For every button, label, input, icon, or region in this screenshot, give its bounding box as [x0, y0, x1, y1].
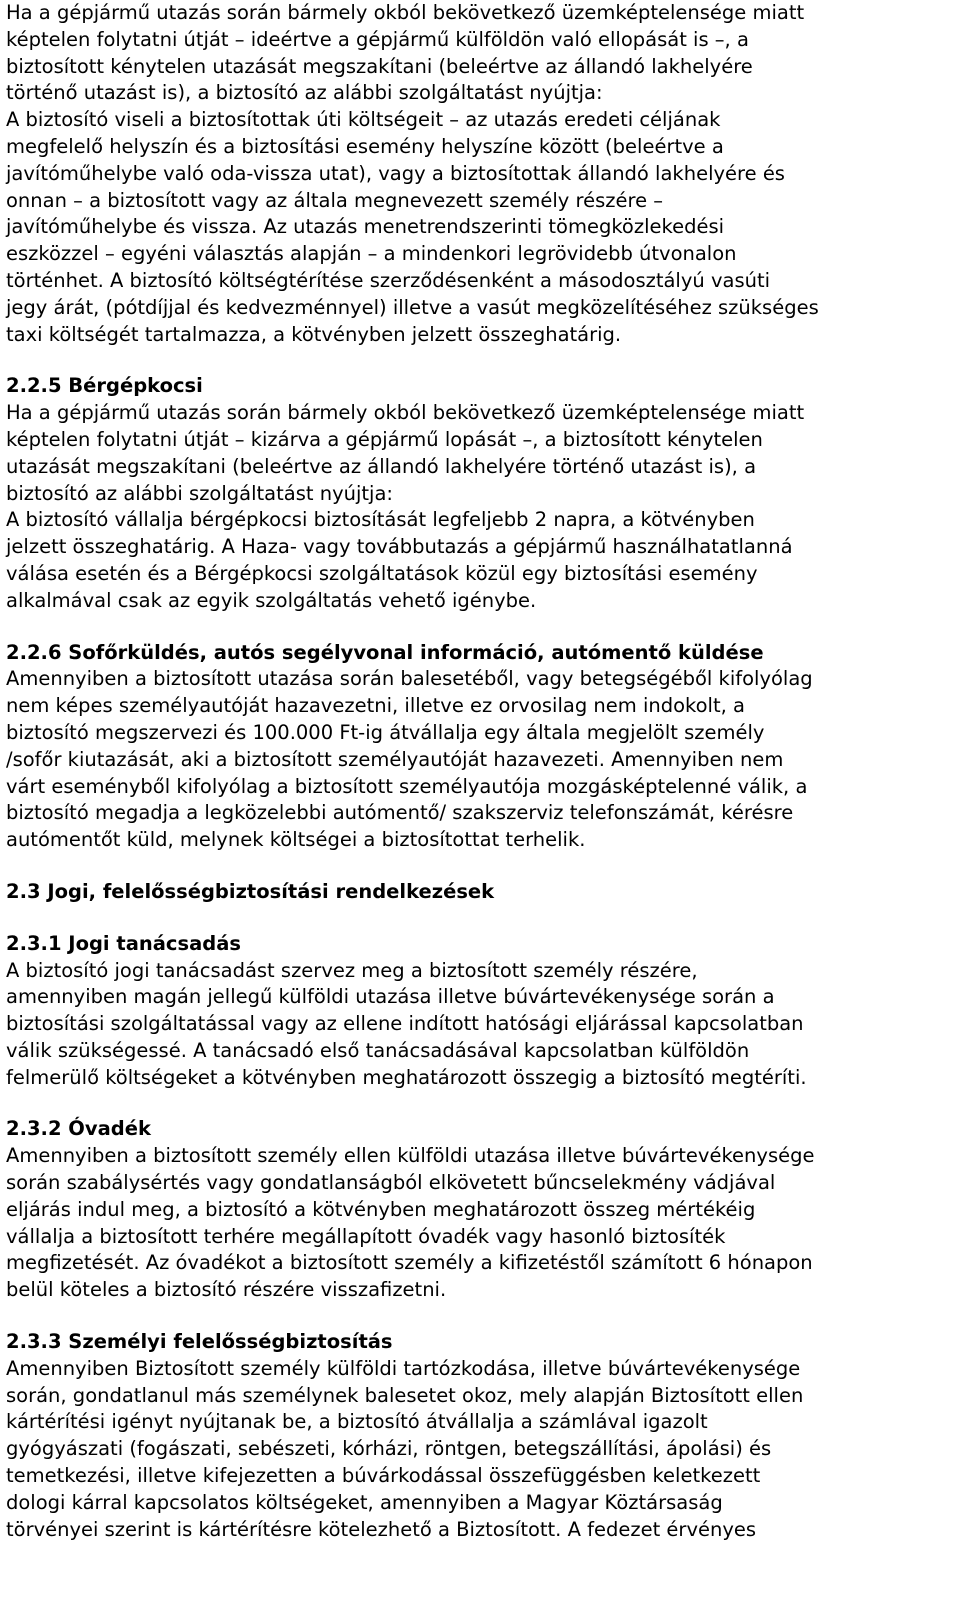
section-heading: 2.3.1 Jogi tanácsadás [6, 931, 241, 955]
text-line: során szabálysértés vagy gondatlanságból elkövetett bűncselekmény vádjával [6, 1171, 776, 1195]
text-line: biztosító az alábbi szolgáltatást nyújtja: [6, 481, 393, 505]
text-line: jegy árát, (pótdíjjal és kedvezménnyel) illetve a vasút megközelítéséhez szükséges [6, 295, 819, 319]
section-2-3-2 [6, 1116, 952, 1304]
spacer [6, 348, 952, 373]
section-2-2-6 [6, 640, 952, 854]
text-line: biztosított kénytelen utazását megszakítani (beleértve az állandó lakhelyére [6, 54, 753, 78]
text-line: történhet. A biztosító költségtérítése szerződésenként a másodosztályú vasúti [6, 268, 771, 292]
section-heading: 2.3.2 Óvadék [6, 1117, 151, 1141]
text-line: taxi költségét tartalmazza, a kötvényben jelzett összeghatárig. [6, 322, 622, 346]
text-line: Ha a gépjármű utazás során bármely okból bekövetkező üzemképtelensége miatt [6, 1, 805, 24]
text-line: válik szükségessé. A tanácsadó első tanácsadásával kapcsolatban külföldön [6, 1038, 750, 1062]
text-line: nem képes személyautóját hazavezetni, illetve ez orvosilag nem indokolt, a [6, 694, 745, 718]
text-line: kártérítési igényt nyújtanak be, a biztosító átvállalja a számlával igazolt [6, 1410, 708, 1434]
section-heading: 2.3 Jogi, felelősségbiztosítási rendelkezések [6, 879, 495, 903]
text-line: /sofőr kiutazását, aki a biztosított személyautóját hazavezeti. Amennyiben nem [6, 747, 784, 771]
text-line: javítóműhelybe való oda-vissza utat), vagy a biztosítottak állandó lakhelyére és [6, 161, 785, 185]
text-line: válása esetén és a Bérgépkocsi szolgáltatások közül egy biztosítási esemény [6, 561, 758, 585]
section-heading: 2.2.5 Bérgépkocsi [6, 374, 203, 398]
text-line: A biztosító vállalja bérgépkocsi biztosítását legfeljebb 2 napra, a kötvényben [6, 508, 755, 532]
text-line: onnan – a biztosított vagy az általa megnevezett személy részére – [6, 188, 664, 212]
spacer [6, 854, 952, 879]
text-line: biztosítási szolgáltatással vagy az ellene indított hatósági eljárással kapcsolatban [6, 1012, 804, 1036]
section-2-3-3 [6, 1329, 952, 1543]
spacer [6, 615, 952, 640]
text-line: Ha a gépjármű utazás során bármely okból bekövetkező üzemképtelensége miatt [6, 401, 805, 425]
text-line: alkalmával csak az egyik szolgáltatás vehető igénybe. [6, 588, 537, 612]
text-line: megfizetését. Az óvadékot a biztosított személy a kifizetéstől számított 6 hónapon [6, 1251, 813, 1275]
text-line: A biztosító viseli a biztosítottak úti költségeit – az utazás eredeti céljának [6, 108, 721, 132]
text-line: Amennyiben a biztosított személy ellen külföldi utazása illetve búvártevékenysége [6, 1144, 815, 1168]
text-line: törvényei szerint is kártérítésre kötelezhető a Biztosított. A fedezet érvényes [6, 1517, 757, 1541]
text-line: biztosító megszervezi és 100.000 Ft-ig átvállalja egy általa megjelölt személy [6, 720, 765, 744]
text-line: várt eseményből kifolyólag a biztosított személyautója mozgásképtelenné válik, a [6, 774, 808, 798]
text-line: gyógyászati (fogászati, sebészeti, kórházi, röntgen, betegszállítási, ápolási) és [6, 1437, 772, 1461]
text-line: biztosító megadja a legközelebbi autómentő/ szakszerviz telefonszámát, kérésre [6, 801, 794, 825]
section-heading: 2.2.6 Sofőrküldés, autós segélyvonal információ, autómentő küldése [6, 640, 764, 664]
text-line: eljárás indul meg, a biztosító a kötvényben meghatározott összeg mértékéig [6, 1197, 756, 1221]
section-2-3 [6, 879, 952, 906]
text-line: Amennyiben a biztosított utazása során balesetéből, vagy betegségéből kifolyólag [6, 667, 813, 691]
text-line: felmerülő költségeket a kötvényben meghatározott összegig a biztosító megtéríti. [6, 1065, 807, 1089]
text-line: történő utazást is), a biztosító az alábbi szolgáltatást nyújtja: [6, 81, 603, 105]
text-line: képtelen folytatni útját – ideértve a gépjármű külföldön való ellopását is –, a [6, 27, 749, 51]
section-2-3-1 [6, 931, 952, 1092]
text-line: eszközzel – egyéni választás alapján – a mindenkori legrövidebb útvonalon [6, 242, 737, 266]
text-line: javítóműhelybe és vissza. Az utazás menetrendszerinti tömegközlekedési [6, 215, 725, 239]
text-line: során, gondatlanul más személynek balesetet okoz, mely alapján Biztosított ellen [6, 1383, 804, 1407]
text-line: Amennyiben Biztosított személy külföldi tartózkodása, illetve búvártevékenysége [6, 1356, 801, 1380]
text-line: megfelelő helyszín és a biztosítási esemény helyszíne között (beleértve a [6, 134, 724, 158]
intro-paragraph [6, 0, 952, 348]
spacer [6, 1304, 952, 1329]
section-2-2-5 [6, 373, 952, 614]
spacer [6, 906, 952, 931]
text-line: utazását megszakítani (beleértve az állandó lakhelyére történő utazást is), a [6, 454, 757, 478]
text-line: A biztosító jogi tanácsadást szervez meg a biztosított személy részére, [6, 958, 698, 982]
text-line: amennyiben magán jellegű külföldi utazása illetve búvártevékenysége során a [6, 985, 775, 1009]
text-line: vállalja a biztosított terhére megállapított óvadék vagy hasonló biztosíték [6, 1224, 726, 1248]
section-heading: 2.3.3 Személyi felelősségbiztosítás [6, 1330, 393, 1354]
text-line: képtelen folytatni útját – kizárva a gépjármű lopását –, a biztosított kénytelen [6, 427, 763, 451]
text-line: belül köteles a biztosító részére visszafizetni. [6, 1278, 447, 1302]
text-line: autómentőt küld, melynek költségei a biztosítottat terhelik. [6, 828, 586, 852]
text-line: temetkezési, illetve kifejezetten a búvárkodással összefüggésben keletkezett [6, 1464, 761, 1488]
spacer [6, 1091, 952, 1116]
text-line: dologi kárral kapcsolatos költségeket, amennyiben a Magyar Köztársaság [6, 1490, 723, 1514]
text-line: jelzett összeghatárig. A Haza- vagy továbbutazás a gépjármű használhatatlanná [6, 535, 793, 559]
